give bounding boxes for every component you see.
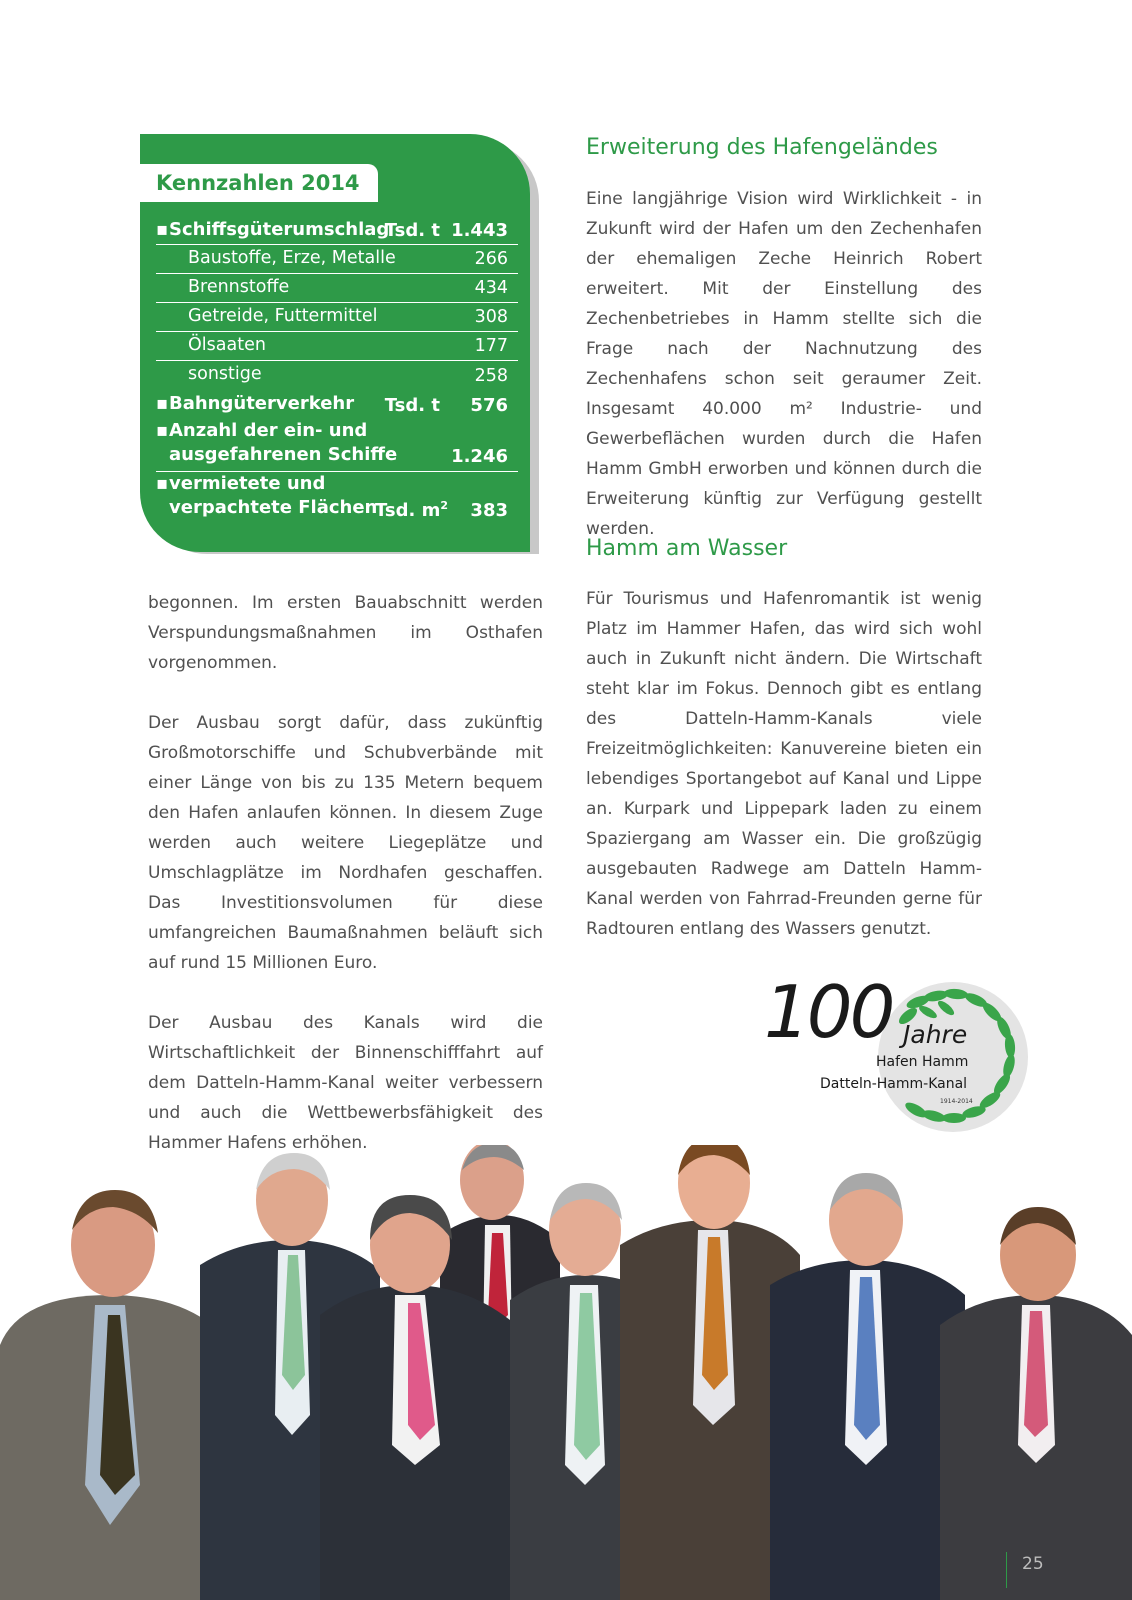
logo-years: 1914-2014: [940, 1098, 973, 1105]
kennzahlen-table: [156, 216, 518, 525]
person-7: [770, 1173, 965, 1600]
table-row: [156, 361, 518, 390]
table-row: [156, 390, 518, 419]
bullet: ▪: [156, 420, 169, 441]
table-row: [156, 332, 518, 361]
row-label: Getreide, Futtermittel: [188, 306, 378, 326]
paragraph: Der Ausbau sorgt dafür, dass zukünftig Großmotorschiffe und Schubverbände mit einer Länge von bis zu 135 Metern bequem den Hafen anlaufen können. In diesem Zuge werden auch weitere Liegeplätze und Umschlagplätze im Nordhafen geschaffen. Das Investitionsvolumen für diese umfangreichen Baumaßnahmen beläuft sich auf rund 15 Millionen Euro.: [148, 713, 543, 973]
logo-line1: Hafen Hamm: [876, 1054, 969, 1070]
row-value: 1.246: [451, 446, 508, 467]
row-label: Baustoffe, Erze, Metalle: [188, 248, 396, 268]
table-row: [156, 274, 518, 303]
row-value: 177: [474, 336, 508, 356]
kennzahlen-box: [140, 134, 530, 552]
section-heading-hamm-am-wasser: Hamm am Wasser: [586, 536, 788, 561]
logo-line2: Datteln-Hamm-Kanal: [820, 1076, 968, 1092]
row-value: 383: [470, 500, 508, 521]
row-label: sonstige: [188, 364, 262, 384]
logo-word: Jahre: [903, 1020, 968, 1049]
row-value: 1.443: [451, 220, 508, 241]
section-heading-erweiterung: Erweiterung des Hafengeländes: [586, 135, 938, 160]
row-value: 434: [474, 278, 508, 298]
row-unit: Tsd. $m^2$: [374, 499, 448, 521]
logo-number: 100: [764, 970, 893, 1054]
unit-superscript: 2: [440, 499, 448, 512]
row-value: 308: [474, 307, 508, 327]
table-row: [156, 245, 518, 274]
row-label: Anzahl der ein- und: [169, 420, 368, 441]
row-value: 576: [470, 395, 508, 416]
table-row: [156, 472, 518, 525]
paragraph: Eine langjährige Vision wird Wirklichkeit - in Zukunft wird der Hafen um den Zechenhafen der ehemaligen Zeche Heinrich Robert erweitert. Mit der Einstellung des Zechenbetriebes in Hamm stellte sich die Frage nach der Nachnutzung des Zechenhafens schon seit geraumer Zeit. Insgesamt 40.000 m² Industrie- und Gewerbeflächen wurden durch die Hafen Hamm GmbH erworben und können durch die Erweiterung künftig zur Verfügung gestellt werden.: [586, 189, 982, 539]
page-number: 25: [1022, 1554, 1044, 1574]
section-text-hamm-am-wasser: [586, 584, 982, 974]
bullet: ▪: [156, 393, 169, 414]
row-value: 266: [474, 249, 508, 269]
group-photo: [0, 1145, 1132, 1600]
row-label: vermietete und: [169, 473, 326, 494]
left-column-text: [148, 588, 543, 1188]
table-row: [156, 216, 518, 245]
row-label: Bahngüterverkehr: [169, 393, 355, 414]
row-value: 258: [474, 366, 508, 386]
row-label-line2: ausgefahrenen Schiffe: [169, 444, 398, 465]
row-label: Ölsaaten: [188, 335, 266, 355]
paragraph: Der Ausbau des Kanals wird die Wirtschaftlichkeit der Binnenschifffahrt auf dem Datteln-Hamm-Kanal weiter verbessern und auch die Wettbewerbsfähigkeit des Hammer Hafens erhöhen.: [148, 1013, 543, 1153]
bullet: ▪: [156, 473, 169, 494]
row-unit: Tsd. t: [384, 395, 440, 416]
bullet: ▪: [156, 219, 169, 240]
paragraph: Für Tourismus und Hafenromantik ist wenig Platz im Hammer Hafen, das wird sich wohl auch in Zukunft nicht ändern. Die Wirtschaft steht klar im Fokus. Dennoch gibt es entlang des Datteln-Hamm-Kanals viele Freizeitmöglichkeiten: Kanuvereine bieten ein lebendiges Sportangebot auf Kanal und Lippe an. Kurpark und Lippepark laden zu einem Spaziergang am Wasser ein. Die großzügig ausgebauten Radwege am Datteln Hamm-Kanal werden von Fahrrad-Freunden gerne für Radtouren entlang des Wassers genutzt.: [586, 589, 982, 939]
table-row: [156, 419, 518, 472]
row-label-line2: verpachtete Flächen: [169, 497, 378, 518]
page-number-divider: [1006, 1552, 1007, 1588]
paragraph: begonnen. Im ersten Bauabschnitt werden Verspundungsmaßnahmen im Osthafen vorgenommen.: [148, 593, 543, 673]
row-label: Schiffsgüterumschlag: [169, 219, 390, 240]
section-text-erweiterung: [586, 184, 982, 574]
row-label: Brennstoffe: [188, 277, 290, 297]
row-unit: Tsd. t: [384, 220, 440, 241]
anniversary-logo: [760, 970, 1030, 1142]
person-8: [940, 1207, 1132, 1600]
kennzahlen-title: Kennzahlen 2014: [156, 171, 360, 195]
table-row: [156, 303, 518, 332]
